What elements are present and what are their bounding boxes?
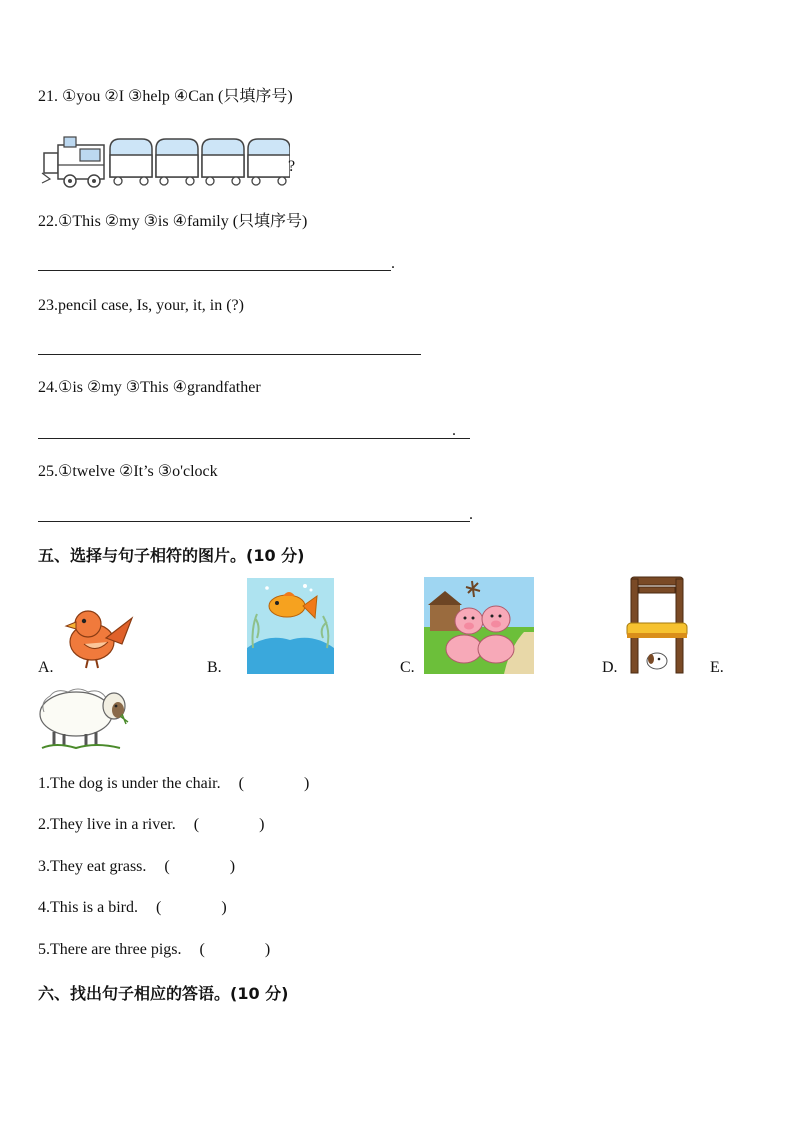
question-25: 25.①twelve ②It’s ③o'clock: [38, 463, 218, 480]
answer-paren-1[interactable]: ( ): [238, 775, 310, 792]
answer-paren-2[interactable]: ( ): [193, 816, 265, 833]
option-a-label: A.: [38, 659, 54, 676]
answer-line-25-period: .: [469, 506, 473, 523]
answer-line-25[interactable]: [38, 521, 470, 522]
section-6-title: 六、找出句子相应的答语。(10 分): [38, 984, 289, 1003]
option-d-label: D.: [602, 659, 618, 676]
answer-line-22[interactable]: [38, 270, 391, 271]
sentence-2: 2.They live in a river. ( ): [38, 816, 265, 833]
sentence-4: 4.This is a bird. ( ): [38, 899, 227, 916]
fish-icon: [247, 578, 334, 674]
pigs-icon: [424, 577, 534, 674]
bird-icon: [62, 604, 134, 672]
sentence-5: 5.There are three pigs. ( ): [38, 941, 271, 958]
section-5-title: 五、选择与句子相符的图片。(10 分): [38, 546, 305, 565]
sentence-3: 3.They eat grass. ( ): [38, 858, 236, 875]
answer-paren-5[interactable]: ( ): [199, 941, 271, 958]
question-23: 23.pencil case, Is, your, it, in (?): [38, 297, 244, 314]
question-21: 21. ①you ②I ③help ④Can (只填序号): [38, 88, 293, 105]
answer-line-23[interactable]: [38, 354, 421, 355]
option-b-label: B.: [207, 659, 222, 676]
option-c-label: C.: [400, 659, 415, 676]
sentence-1: 1.The dog is under the chair. ( ): [38, 775, 310, 792]
sheep-icon: [36, 684, 130, 752]
question-24: 24.①is ②my ③This ④grandfather: [38, 379, 261, 396]
question-22: 22.①This ②my ③is ④family (只填序号): [38, 213, 308, 230]
answer-line-24-period: .: [452, 422, 456, 439]
train-question-mark: ?: [288, 158, 296, 175]
answer-paren-3[interactable]: ( ): [164, 858, 236, 875]
answer-line-22-period: .: [391, 255, 395, 272]
answer-line-24[interactable]: [38, 438, 470, 439]
train-icon: [40, 135, 290, 189]
chair-dog-icon: [625, 575, 689, 675]
option-e-label: E.: [710, 659, 724, 676]
answer-paren-4[interactable]: ( ): [156, 899, 227, 916]
